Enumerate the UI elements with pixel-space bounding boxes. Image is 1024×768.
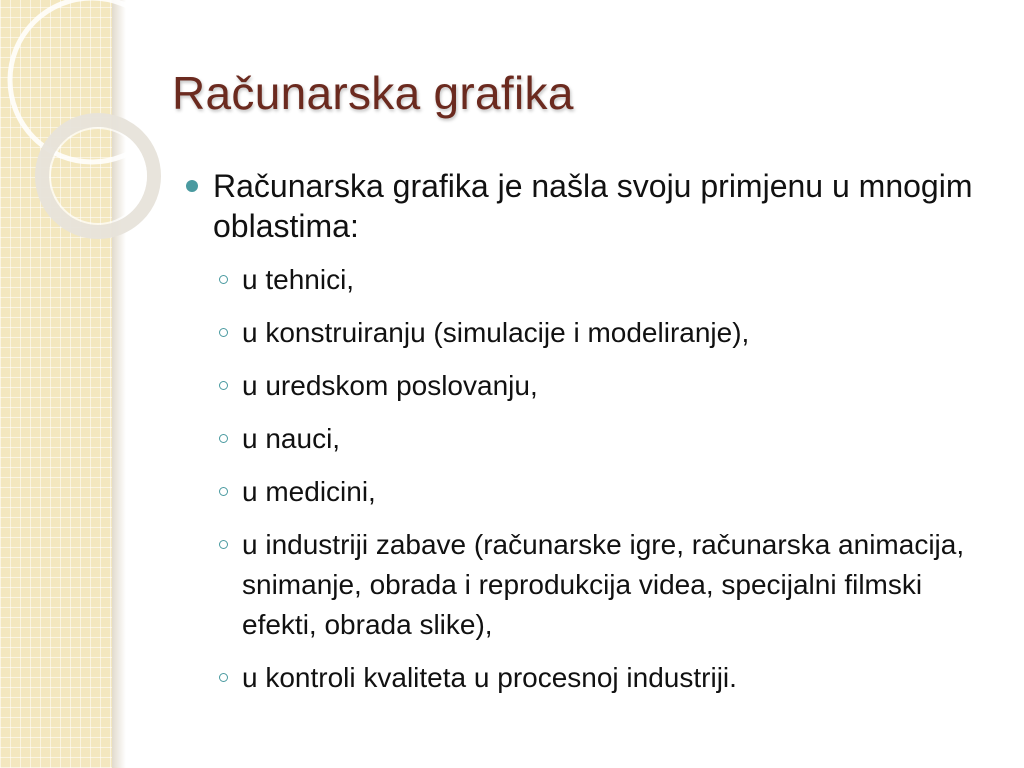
list-item (180, 260, 1000, 300)
list-item (180, 658, 1000, 698)
hollow-circle-bullet-icon (219, 434, 228, 443)
sub-bullet-text: u tehnici, (242, 264, 355, 295)
list-item (180, 419, 1000, 459)
hollow-circle-bullet-icon (219, 540, 228, 549)
main-bullet-text: Računarska grafika je našla svoju primjenu u mnogim oblastima: (213, 168, 973, 244)
slide-content (180, 166, 1000, 711)
sub-bullet-text: u nauci, (242, 423, 341, 454)
decorative-ring-large (10, 0, 174, 162)
hollow-circle-bullet-icon (219, 275, 228, 284)
hollow-circle-bullet-icon (219, 487, 228, 496)
list-item (180, 366, 1000, 406)
sub-bullet-text: u konstruiranju (simulacije i modeliranje), (242, 317, 750, 348)
sub-bullet-list (180, 260, 1000, 698)
hollow-circle-bullet-icon (219, 381, 228, 390)
slide-title: Računarska grafika (172, 67, 574, 119)
decorative-ring-inner (50, 128, 146, 224)
main-bullet (180, 166, 1000, 246)
filled-circle-bullet-icon (186, 180, 198, 192)
list-item (180, 313, 1000, 353)
hollow-circle-bullet-icon (219, 328, 228, 337)
sub-bullet-text: u medicini, (242, 476, 376, 507)
list-item (180, 525, 1000, 645)
sub-bullet-text: u uredskom poslovanju, (242, 370, 538, 401)
sub-bullet-text: u industriji zabave (računarske igre, računarska animacija, snimanje, obrada i reprodukcija videa, specijalni filmski efekti, obrada slike), (242, 529, 965, 640)
decorative-rings (0, 0, 180, 260)
list-item (180, 472, 1000, 512)
hollow-circle-bullet-icon (219, 673, 228, 682)
decorative-ring-small (42, 120, 154, 232)
sub-bullet-text: u kontroli kvaliteta u procesnoj industriji. (242, 662, 737, 693)
